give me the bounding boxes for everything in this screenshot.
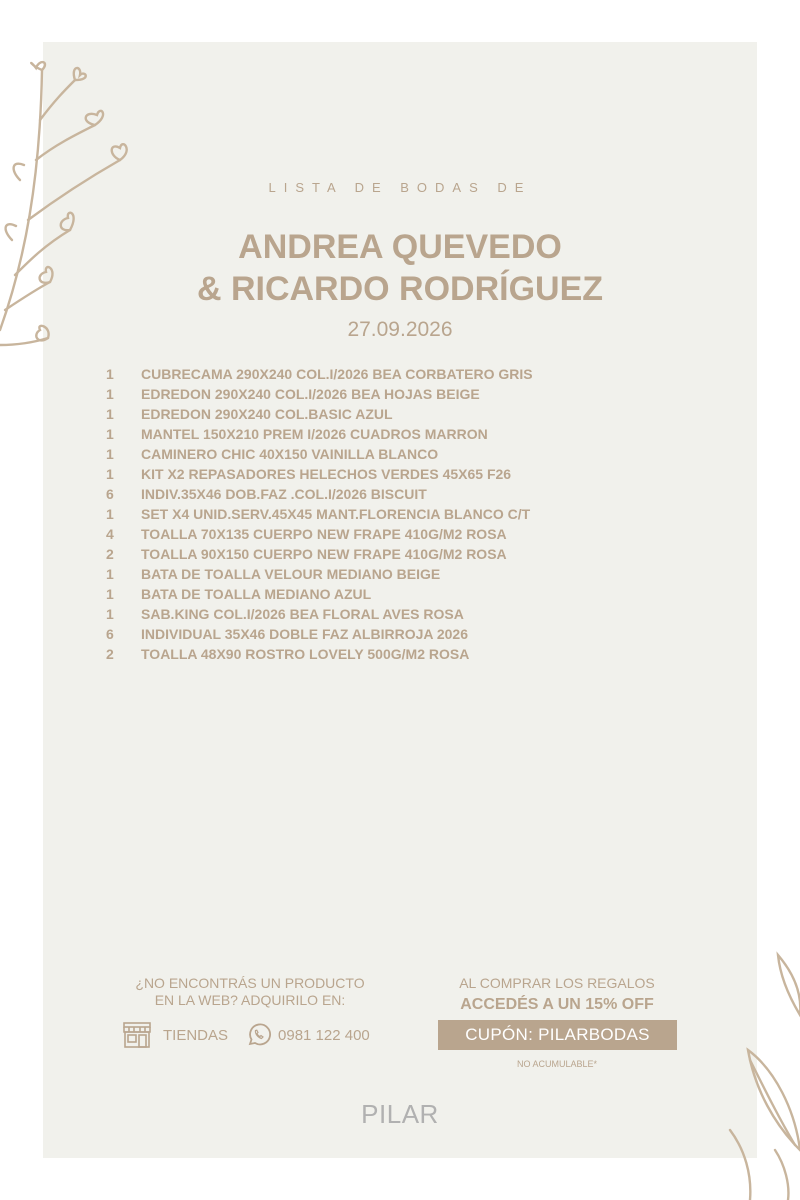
- item-description: SAB.KING COL.I/2026 BEA FLORAL AVES ROSA: [141, 606, 464, 622]
- couple-name-line-1: ANDREA QUEVEDO: [238, 228, 562, 266]
- list-item: [106, 364, 706, 384]
- list-item: [106, 464, 706, 484]
- item-quantity: 1: [106, 606, 114, 622]
- item-quantity: 2: [106, 546, 114, 562]
- item-quantity: 6: [106, 626, 114, 642]
- coupon-note: NO ACUMULABLE*: [516, 1059, 598, 1069]
- whatsapp-icon: [246, 1022, 272, 1048]
- list-item: [106, 624, 706, 644]
- couple-name-line-2: & RICARDO RODRÍGUEZ: [196, 270, 604, 308]
- brand-logo: PILAR: [361, 1099, 439, 1129]
- item-quantity: 1: [106, 566, 114, 582]
- list-item: [106, 584, 706, 604]
- coupon-badge: CUPÓN: PILARBODAS: [438, 1020, 677, 1050]
- item-quantity: 1: [106, 366, 114, 382]
- stores-label[interactable]: TIENDAS: [163, 1026, 229, 1044]
- item-quantity: 1: [106, 506, 114, 522]
- item-quantity: 1: [106, 466, 114, 482]
- item-description: MANTEL 150X210 PREM I/2026 CUADROS MARRON: [141, 426, 488, 442]
- list-item: [106, 644, 706, 664]
- item-description: CUBRECAMA 290X240 COL.I/2026 BEA CORBATERO GRIS: [141, 366, 533, 382]
- list-item: [106, 564, 706, 584]
- item-description: KIT X2 REPASADORES HELECHOS VERDES 45X65 F26: [141, 466, 512, 482]
- item-description: CAMINERO CHIC 40X150 VAINILLA BLANCO: [141, 446, 439, 462]
- item-description: INDIVIDUAL 35X46 DOBLE FAZ ALBIRROJA 2026: [141, 626, 469, 642]
- item-quantity: 6: [106, 486, 114, 502]
- phone-number[interactable]: 0981 122 400: [278, 1026, 370, 1044]
- list-item: [106, 524, 706, 544]
- list-item: [106, 384, 706, 404]
- item-description: EDREDON 290X240 COL.I/2026 BEA HOJAS BEIGE: [141, 386, 480, 402]
- pre-title: LISTA DE BODAS DE: [268, 180, 532, 195]
- item-description: BATA DE TOALLA VELOUR MEDIANO BEIGE: [141, 566, 441, 582]
- item-description: EDREDON 290X240 COL.BASIC AZUL: [141, 406, 393, 422]
- item-description: TOALLA 48X90 ROSTRO LOVELY 500G/M2 ROSA: [141, 646, 470, 662]
- missing-product-notice: [115, 975, 385, 1009]
- item-quantity: 2: [106, 646, 114, 662]
- wedding-date: 27.09.2026: [347, 318, 453, 341]
- gift-list: [106, 364, 706, 664]
- item-quantity: 1: [106, 406, 114, 422]
- list-item: [106, 484, 706, 504]
- list-item: [106, 424, 706, 444]
- floral-leaves-bottom-right: [720, 950, 800, 1200]
- item-description: INDIV.35X46 DOB.FAZ .COL.I/2026 BISCUIT: [141, 486, 427, 502]
- item-quantity: 4: [106, 526, 114, 542]
- item-description: TOALLA 90X150 CUERPO NEW FRAPE 410G/M2 ROSA: [141, 546, 507, 562]
- item-quantity: 1: [106, 426, 114, 442]
- item-description: BATA DE TOALLA MEDIANO AZUL: [141, 586, 372, 602]
- item-quantity: 1: [106, 446, 114, 462]
- list-item: [106, 444, 706, 464]
- item-description: SET X4 UNID.SERV.45X45 MANT.FLORENCIA BLANCO C/T: [141, 506, 531, 522]
- item-quantity: 1: [106, 586, 114, 602]
- list-item: [106, 404, 706, 424]
- list-item: [106, 544, 706, 564]
- store-icon: [121, 1021, 153, 1049]
- item-description: TOALLA 70X135 CUERPO NEW FRAPE 410G/M2 ROSA: [141, 526, 507, 542]
- list-item: [106, 604, 706, 624]
- item-quantity: 1: [106, 386, 114, 402]
- list-item: [106, 504, 706, 524]
- contact-row: [121, 1020, 370, 1050]
- promo-block: [428, 975, 686, 1016]
- promo-line-2: ACCEDÉS A UN 15% OFF: [460, 996, 654, 1013]
- promo-line-1: AL COMPRAR LOS REGALOS: [459, 975, 655, 991]
- floral-branch-top-left: [0, 60, 140, 360]
- missing-product-line-1: ¿NO ENCONTRÁS UN PRODUCTO: [135, 975, 365, 991]
- missing-product-line-2: EN LA WEB? ADQUIRILO EN:: [154, 992, 346, 1008]
